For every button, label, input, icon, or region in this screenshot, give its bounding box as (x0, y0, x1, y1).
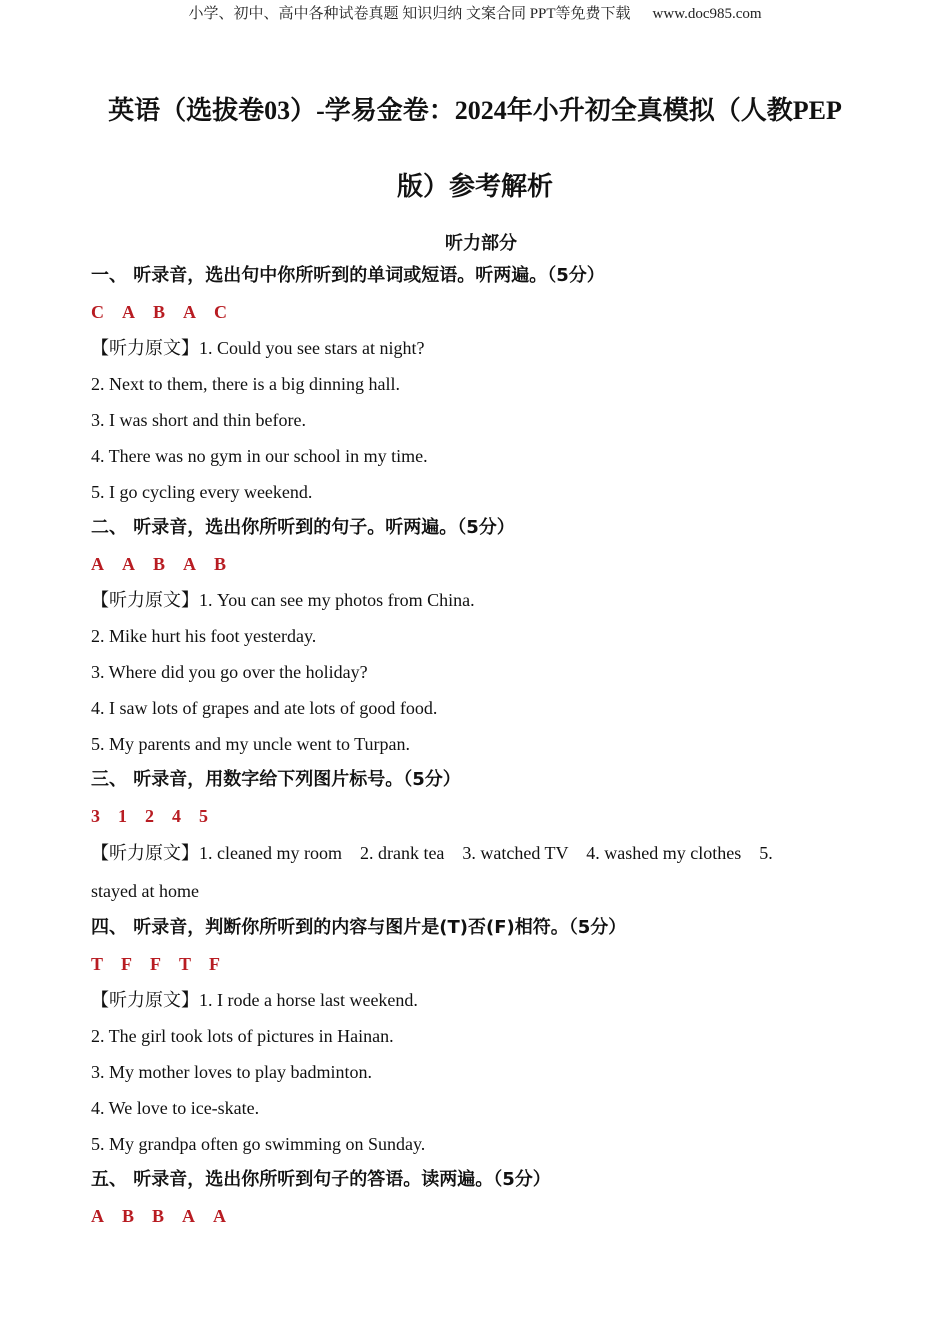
transcript-line: stayed at home (91, 881, 199, 901)
transcript-line (91, 582, 871, 618)
transcript-line: 2. Next to them, there is a big dinning hall. (91, 374, 400, 394)
answer: A (182, 1206, 196, 1226)
part-2-answers (91, 546, 871, 582)
section-title: 听力部分 (445, 233, 517, 254)
answer: A (183, 554, 197, 574)
transcript-text: 1. You can see my photos from China. (199, 590, 475, 610)
answer: A (91, 1206, 104, 1226)
answer: 4 (172, 806, 181, 826)
transcript-text: 1. I rode a horse last weekend. (199, 990, 418, 1010)
transcript-line: 5. I go cycling every weekend. (91, 482, 313, 502)
transcript-line: 3. My mother loves to play badminton. (91, 1062, 372, 1082)
answer: 2 (145, 806, 154, 826)
transcript-line: 4. I saw lots of grapes and ate lots of good food. (91, 698, 438, 718)
answer: A (91, 554, 104, 574)
transcript-tag: 【听力原文】 (91, 590, 199, 611)
part-3-answers (91, 798, 871, 834)
answer: 3 (91, 806, 100, 826)
transcript-line (91, 982, 871, 1018)
answer: B (122, 1206, 135, 1226)
answer: A (122, 302, 135, 322)
document-body (91, 230, 871, 1234)
answer: C (91, 302, 104, 322)
answer: B (153, 554, 166, 574)
transcript-line: 2. The girl took lots of pictures in Hainan. (91, 1026, 394, 1046)
answer: F (209, 954, 221, 974)
header-text: 小学、初中、高中各种试卷真题 知识归纳 文案合同 PPT等免费下载 (188, 6, 631, 22)
answer: B (152, 1206, 165, 1226)
part-2-heading: 二、 听录音，选出你所听到的句子。听两遍。（5分） (91, 517, 515, 538)
part-5-heading: 五、 听录音，选出你所听到句子的答语。读两遍。（5分） (91, 1169, 551, 1190)
part-4-answers (91, 946, 871, 982)
part-1-answers (91, 294, 871, 330)
transcript-text: 1. Could you see stars at night? (199, 338, 425, 358)
answer: F (150, 954, 162, 974)
part-4-heading: 四、 听录音，判断你所听到的内容与图片是(T)否(F)相符。（5分） (91, 917, 627, 938)
transcript-line: 5. My parents and my uncle went to Turpan. (91, 734, 410, 754)
transcript-tag: 【听力原文】 (91, 843, 199, 864)
transcript-tag: 【听力原文】 (91, 338, 199, 359)
transcript-line: 4. There was no gym in our school in my time. (91, 446, 428, 466)
transcript-line: 4. We love to ice-skate. (91, 1098, 260, 1118)
answer: 1 (118, 806, 127, 826)
answer: C (214, 302, 228, 322)
header-site: www.doc985.com (652, 6, 762, 22)
answer: A (213, 1206, 227, 1226)
transcript-line: 2. Mike hurt his foot yesterday. (91, 626, 317, 646)
transcript-line (91, 834, 871, 872)
document-title-line1: 英语（选拔卷03）-学易金卷：2024年小升初全真模拟（人教PEP (108, 96, 842, 125)
document-title-line2: 版）参考解析 (396, 172, 553, 201)
transcript-line (91, 330, 871, 366)
transcript-line: 3. Where did you go over the holiday? (91, 662, 368, 682)
transcript-line: 3. I was short and thin before. (91, 410, 306, 430)
answer: B (153, 302, 166, 322)
answer: A (122, 554, 135, 574)
transcript-text: 1. cleaned my room 2. drank tea 3. watched TV 4. washed my clothes 5. (199, 843, 773, 863)
part-3-heading: 三、 听录音，用数字给下列图片标号。（5分） (91, 769, 461, 790)
page-header (0, 2, 950, 23)
answer: B (214, 554, 227, 574)
answer: A (183, 302, 197, 322)
transcript-tag: 【听力原文】 (91, 990, 199, 1011)
part-1-heading: 一、 听录音，选出句中你所听到的单词或短语。听两遍。（5分） (91, 265, 605, 286)
part-5-answers (91, 1198, 871, 1234)
answer: 5 (199, 806, 208, 826)
answer: T (91, 954, 104, 974)
answer: T (179, 954, 192, 974)
transcript-line: 5. My grandpa often go swimming on Sunday. (91, 1134, 426, 1154)
answer: F (121, 954, 133, 974)
